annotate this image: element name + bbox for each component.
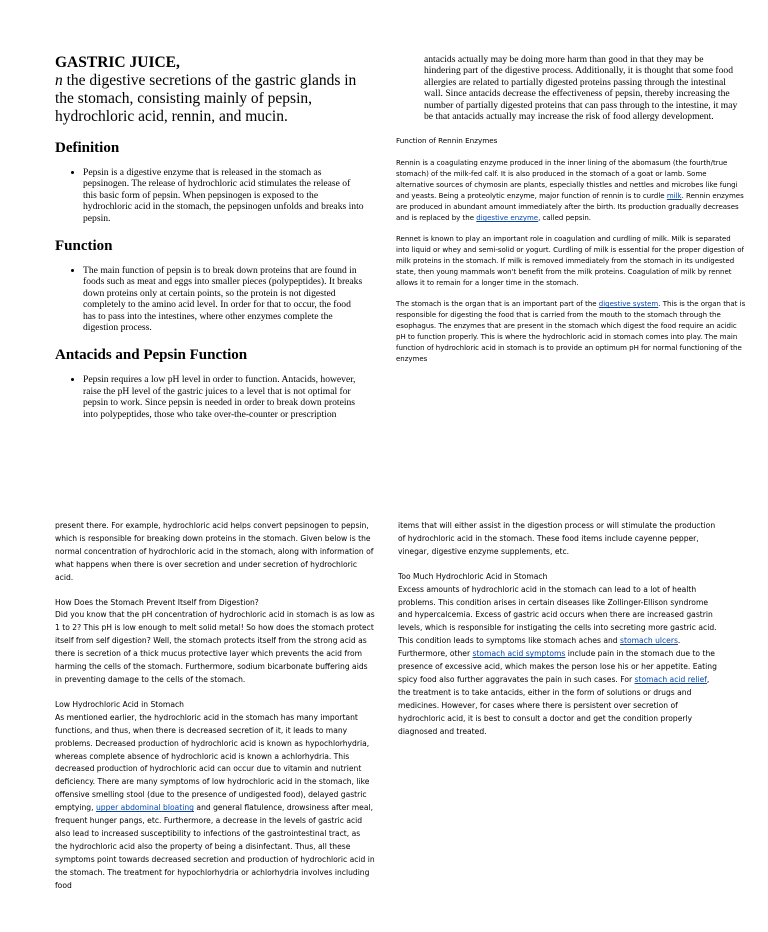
section-heading-antacids: Antacids and Pepsin Function [55, 347, 248, 364]
link-digestive-enzyme[interactable]: digestive enzyme [476, 214, 539, 223]
list-item: • Pepsin requires a low pH level in order to function. Antacids, however, raise the pH level of the gastric juices to a level that is not optimal for pepsin to work. Since pepsin is needed in order to break down proteins into polypeptides, those who take over-the-counter or prescription [83, 374, 365, 420]
right-column-bottom [398, 520, 718, 739]
paragraph-food-items: items that will either assist in the digestion process or will stimulate the production of hydrochloric acid in the stomach. These food items include cayenne pepper, vinegar, digestive enzyme supplements, etc. [398, 521, 716, 556]
link-stomach-acid-symptoms[interactable]: stomach acid symptoms [472, 649, 566, 659]
entry-definition: n the digestive secretions of the gastric glands in the stomach, consisting mainly of pepsin, hydrochloric acid, rennin, and mucin. [55, 72, 357, 125]
link-digestive-system[interactable]: digestive system [598, 300, 659, 309]
left-column-top [55, 54, 365, 420]
list-item: • The main function of pepsin is to break down proteins that are found in foods such as meat and eggs into smaller pieces (polypeptides). It breaks down proteins only at certain points, so the protein is not digested completely to the amino acid level. In order for that to occur, the food has to pass into the intestines, where other enzymes complete the digestion process. [83, 265, 365, 333]
link-stomach-ulcers[interactable]: stomach ulcers [620, 636, 678, 646]
paragraph-rennet: Rennet is known to play an important role in coagulation and curdling of milk. Milk is separated into liquid or whey and semi-solid or yogurt. Curdling of milk is essential for the proper digestion of milk proteins in the stomach. If milk is removed immediately from the stomach in its undigested state, then young mammals won't benefit from the milk proteins. Coagulation of milk by rennet allows it to remain for a longer time in the stomach. [396, 235, 744, 288]
list-item: • Pepsin is a digestive enzyme that is released in the stomach as pepsinogen. The release of hydrochloric acid stimulates the release of this basic form of pepsin. When pepsinogen is exposed to the hydrochloric acid in the stomach, the pepsinogen unfolds and breaks into pepsin. [83, 167, 365, 224]
continued-paragraph: antacids actually may be doing more harm than good in that they may be hindering part of the digestive process. Additionally, it is thought that some food allergies are related to partially digested proteins passing through the intestinal wall. Since antacids decrease the effectiveness of pepsin, thereby increasing the number of partially digested proteins that can pass through to the intestine, it may be that antacids actually may increase the risk of food allergy development. [424, 54, 738, 123]
paragraph-self-digestion: Did you know that the pH concentration of hydrochloric acid in stomach is as low as 1 to 2? This pH is low enough to melt solid metal! So how does the stomach protect itself from self digestion? Well, the stomach protects itself from the strong acid as there is secretion of a thick mucus protective layer which prevents the acid from harming the cells of the stomach. Furthermore, sodium bicarbonate buffering aids in preventing damage to the cells of the stomach. [55, 610, 375, 684]
right-column-top [396, 54, 746, 365]
section-heading-low-acid: Low Hydrochloric Acid in Stomach [55, 699, 184, 709]
link-milk[interactable]: milk [666, 192, 682, 201]
link-upper-abdominal-bloating[interactable]: upper abdominal bloating [95, 803, 194, 813]
section-heading-self-digestion: How Does the Stomach Prevent Itself from Digestion? [55, 597, 259, 607]
link-stomach-acid-relief[interactable]: stomach acid relief [634, 674, 707, 684]
part-of-speech: n [55, 72, 63, 89]
paragraph-intro: present there. For example, hydrochloric acid helps convert pepsinogen to pepsin, which is responsible for breaking down proteins in the stomach. Given below is the normal concentration of hydrochloric acid in the stomach, along with information of what happens when there is over secretion and under secretion of hydrochloric acid. [55, 521, 374, 582]
paragraph-rennin: Rennin is a coagulating enzyme produced in the inner lining of the abomasum (the fourth/true stomach) of the milk-fed calf. It is also produced in the stomach of a goat or lamb. Some alternative sources of chymosin are plants, especially thistles and nettles and microbes like fungi and yeasts. Being a proteolytic enzyme, major function of rennin is to curdle milk. Rennin enzymes are produced in abundant amount immediately after the birth. Its production gradually decreases and is replaced by the digestive enzyme, called pepsin. [396, 159, 744, 223]
section-heading-function: Function [55, 238, 113, 255]
paragraph-low-acid: As mentioned earlier, the hydrochloric acid in the stomach has many important functions, and thus, when there is decreased secretion of it, it leads to many problems. Decreased production of hydrochloric acid is known as hypochlorhydria, whereas complete absence of hydrochloric acid is known a achlorhydria. This decreased production of hydrochloric acid can occur due to vitamin and nutrient deficiency. There are many symptoms of low hydrochloric acid in the stomach, like offensive smelling stool (due to the presence of undigested food), delayed gastric emptying, upper abdominal bloating and general flatulence, drowsiness after meal, frequent hunger pangs, etc. Furthermore, a decrease in the levels of gastric acid also lead to increased susceptibility to infections of the gastrointestinal tract, as the hydrochloric acid also the property of being a disinfectant. Thus, all these symptoms point towards decreased secretion and production of hydrochloric acid in the stomach. The treatment for hypochlorhydria or achlorhydria involves including food [55, 712, 375, 890]
left-column-bottom [55, 520, 375, 892]
section-heading-definition: Definition [55, 140, 120, 156]
definition-list [55, 167, 365, 224]
paragraph-stomach: The stomach is the organ that is an important part of the digestive system. This is the organ that is responsible for digesting the food that is carried from the mouth to the stomach through the esophagus. The enzymes that are present in the stomach which digest the food require an acidic pH to function properly. This is where the hydrochloric acid in stomach comes into play. The main function of hydrochloric acid in stomach is to provide an optimum pH for normal functioning of the enzymes [396, 300, 746, 364]
antacids-list [55, 374, 365, 420]
section-heading-too-much-acid: Too Much Hydrochloric Acid in Stomach [398, 571, 548, 581]
section-heading-rennin: Function of Rennin Enzymes [396, 136, 498, 146]
function-list [55, 265, 365, 333]
entry-term: GASTRIC JUICE, [55, 54, 180, 71]
paragraph-too-much-acid: Excess amounts of hydrochloric acid in the stomach can lead to a lot of health problems. This condition arises in certain diseases like Zollinger-Ellison syndrome and hypercalcemia. Excess of gastric acid occurs when there are increased gastrin levels, which is responsible for instigating the cells into secreting more gastric acid. This condition leads to symptoms like stomach aches and stomach ulcers. Furthermore, other stomach acid symptoms include pain in the stomach due to the presence of excessive acid, which makes the person lose his or her appetite. Eating spicy food also further aggravates the pain in such cases. For stomach acid relief, the treatment is to take antacids, either in the form of solutions or drugs and medicines. However, for cases where there is persistent over secretion of hydrochloric acid, it is best to consult a doctor and get the condition properly diagnosed and treated. [398, 584, 717, 736]
